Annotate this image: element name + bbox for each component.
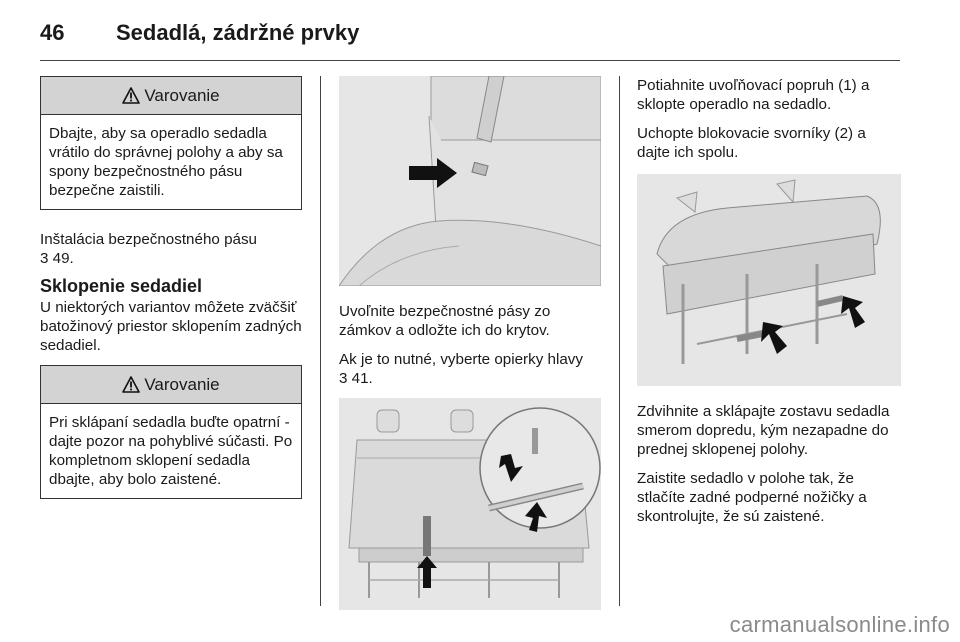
column-divider-1 (320, 76, 321, 606)
middle-column (339, 76, 601, 610)
warning-title: Varovanie (144, 374, 220, 394)
warning-header (41, 77, 301, 115)
warning-box-2 (40, 365, 302, 499)
watermark: carmanualsonline.info (729, 612, 950, 637)
headrest-page-ref: 3 41. (339, 370, 373, 387)
warning-text: Pri sklápaní sedadla buďte opatrní - dajte pozor na pohyblivé súčasti. Po kompletnom sklopení sedadla dbajte, aby bolo zaistené. (49, 414, 293, 488)
right-para-3: Zdvihnite a sklápajte zostavu sedadla smerom dopredu, kým nezapadne do prednej sklopenej polohy. (637, 403, 890, 458)
right-para-2: Uchopte blokovacie svorníky (2) a dajte ich spolu. (637, 125, 866, 161)
warning-box-1 (40, 76, 302, 210)
middle-para-1: Uvoľnite bezpečnostné pásy zo zámkov a odložte ich do krytov. (339, 303, 551, 339)
right-column (637, 76, 901, 536)
middle-para-2: Ak je to nutné, vyberte opierky hlavy (339, 351, 583, 368)
left-column (40, 76, 302, 513)
page-number: 46 (40, 20, 65, 45)
warning-header (41, 366, 301, 404)
section-title: Sklopenie sedadiel (40, 276, 203, 296)
right-para-1: Potiahnite uvoľňovací popruh (1) a sklopte operadlo na sedadlo. (637, 77, 870, 113)
column-divider-2 (619, 76, 620, 606)
section-text: U niektorých variantov môžete zväčšiť batožinový priestor sklopením zadných sedadiel. (40, 299, 302, 354)
warning-title: Varovanie (144, 85, 220, 105)
page-title: Sedadlá, zádržné prvky (116, 20, 360, 45)
install-text: Inštalácia bezpečnostného pásu (40, 231, 258, 248)
warning-triangle-icon (122, 376, 140, 393)
folding-seat-illustration (637, 174, 901, 386)
warning-triangle-icon (122, 87, 140, 104)
right-para-4: Zaistite sedadlo v polohe tak, že stlačíte zadné podperné nožičky a skontrolujte, že sú zaistené. (637, 470, 867, 525)
header-rule (40, 60, 900, 61)
page-header (40, 14, 900, 58)
warning-text: Dbajte, aby sa operadlo sedadla vrátilo do správnej polohy a aby sa spony bezpečnostného pásu bezpečne zaistili. (49, 125, 283, 199)
seatbelt-illustration (339, 76, 601, 286)
install-page-ref: 3 49. (40, 250, 74, 267)
seat-bench-illustration (339, 398, 601, 610)
